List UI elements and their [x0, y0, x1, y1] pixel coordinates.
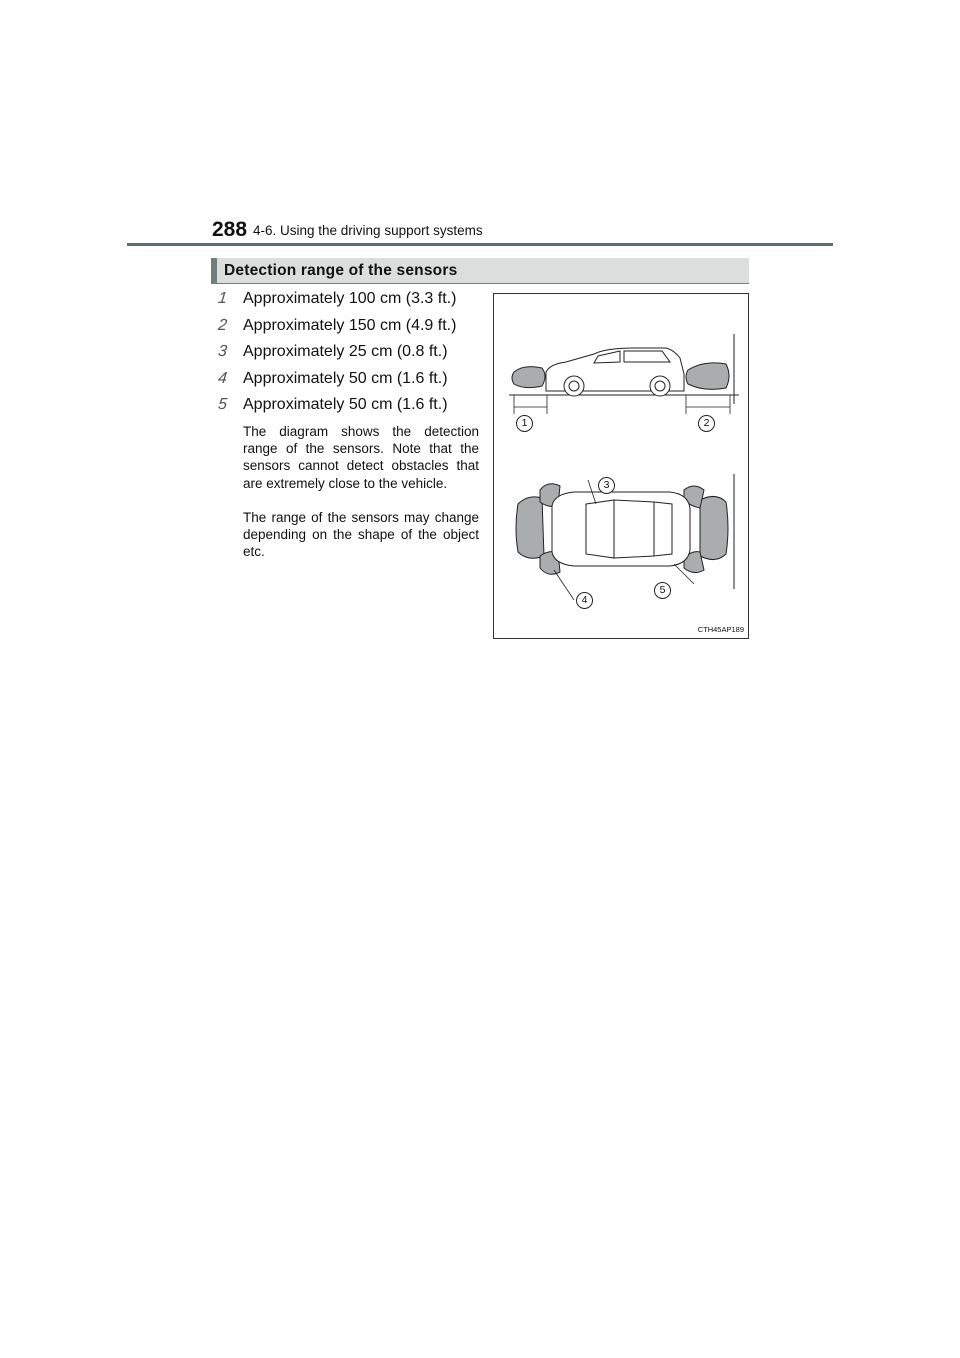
callout-4: 4: [576, 592, 593, 609]
sensor-zone-side-front: [512, 367, 545, 388]
section-title: Detection range of the sensors: [224, 262, 458, 279]
list-item: [218, 394, 488, 421]
list-item: [218, 315, 488, 342]
section-bar-accent: [211, 258, 217, 283]
item-text: Approximately 50 cm (1.6 ft.): [243, 396, 448, 413]
callout-3: 3: [598, 477, 615, 494]
item-number: 5: [217, 396, 228, 413]
diagram-drawing: [494, 294, 750, 640]
detection-range-list: [218, 288, 488, 421]
note-detection-range: The diagram shows the detection range of the sensors. Note that the sensors cannot detect obstacles that are extremely close to the vehicle.: [243, 424, 479, 491]
callout-2: 2: [698, 415, 715, 432]
item-number: 4: [217, 369, 228, 387]
callout-5: 5: [654, 582, 671, 599]
item-text: Approximately 25 cm (0.8 ft.): [243, 343, 448, 360]
item-text: Approximately 150 cm (4.9 ft.): [243, 316, 457, 334]
sensor-range-diagram: [493, 293, 749, 639]
car-top-windshield: [586, 500, 614, 558]
sensor-zone-top-rear: [700, 496, 728, 559]
section-bar-rule: [211, 283, 749, 284]
item-text: Approximately 100 cm (3.3 ft.): [243, 290, 457, 307]
header-rule: [127, 243, 833, 246]
figure-code: CTH45AP189: [697, 625, 744, 634]
sensor-zone-top-front: [516, 497, 544, 558]
note-range-variation: The range of the sensors may change depending on the shape of the object etc.: [243, 510, 479, 560]
list-item: [218, 341, 488, 368]
item-text: Approximately 50 cm (1.6 ft.): [243, 369, 448, 387]
item-number: 2: [217, 316, 228, 334]
dim-line-4: [554, 570, 574, 600]
list-item: [218, 288, 488, 315]
callout-1: 1: [516, 415, 533, 432]
car-top-rear-window: [654, 502, 672, 556]
car-side-wheel: [650, 376, 670, 396]
item-number: 1: [217, 290, 228, 307]
item-number: 3: [217, 343, 228, 360]
list-item: [218, 368, 488, 395]
page-number: 288: [212, 218, 248, 241]
car-side-wheel: [564, 376, 584, 396]
sensor-zone-side-rear: [686, 363, 729, 389]
chapter-title: 4-6. Using the driving support systems: [253, 223, 483, 238]
